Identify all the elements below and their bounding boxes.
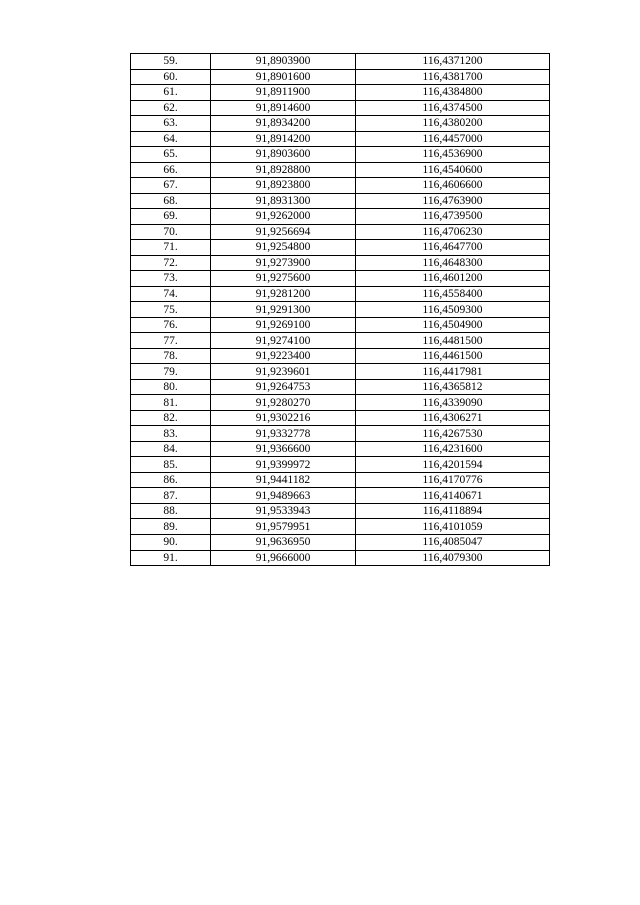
table-row [131,131,550,147]
y-coordinate-cell: 116,4461500 [356,348,550,364]
point-number-cell: 66. [131,162,211,178]
table-row [131,147,550,163]
point-number-cell: 89. [131,519,211,535]
x-coordinate-cell: 91,9579951 [211,519,356,535]
y-coordinate-cell: 116,4540600 [356,162,550,178]
y-coordinate-cell: 116,4706230 [356,224,550,240]
y-coordinate-cell: 116,4606600 [356,178,550,194]
table-row [131,534,550,550]
y-coordinate-cell: 116,4417981 [356,364,550,380]
y-coordinate-cell: 116,4371200 [356,54,550,70]
y-coordinate-cell: 116,4374500 [356,100,550,116]
y-coordinate-cell: 116,4536900 [356,147,550,163]
point-number-cell: 83. [131,426,211,442]
y-coordinate-cell: 116,4306271 [356,410,550,426]
y-coordinate-cell: 116,4170776 [356,472,550,488]
point-number-cell: 75. [131,302,211,318]
x-coordinate-cell: 91,9291300 [211,302,356,318]
y-coordinate-cell: 116,4648300 [356,255,550,271]
x-coordinate-cell: 91,9269100 [211,317,356,333]
y-coordinate-cell: 116,4481500 [356,333,550,349]
table-row [131,209,550,225]
table-row [131,54,550,70]
point-number-cell: 61. [131,85,211,101]
table-row [131,271,550,287]
x-coordinate-cell: 91,9223400 [211,348,356,364]
coordinates-table [130,53,550,566]
point-number-cell: 65. [131,147,211,163]
point-number-cell: 80. [131,379,211,395]
table-row [131,488,550,504]
x-coordinate-cell: 91,8923800 [211,178,356,194]
table-row [131,302,550,318]
table-row [131,519,550,535]
table-row [131,317,550,333]
x-coordinate-cell: 91,9636950 [211,534,356,550]
y-coordinate-cell: 116,4365812 [356,379,550,395]
table-row [131,503,550,519]
table-row [131,333,550,349]
x-coordinate-cell: 91,9332778 [211,426,356,442]
point-number-cell: 88. [131,503,211,519]
y-coordinate-cell: 116,4085047 [356,534,550,550]
y-coordinate-cell: 116,4558400 [356,286,550,302]
x-coordinate-cell: 91,9280270 [211,395,356,411]
x-coordinate-cell: 91,9399972 [211,457,356,473]
point-number-cell: 86. [131,472,211,488]
point-number-cell: 82. [131,410,211,426]
x-coordinate-cell: 91,9256694 [211,224,356,240]
x-coordinate-cell: 91,8928800 [211,162,356,178]
x-coordinate-cell: 91,9264753 [211,379,356,395]
table-row [131,457,550,473]
y-coordinate-cell: 116,4201594 [356,457,550,473]
x-coordinate-cell: 91,9254800 [211,240,356,256]
x-coordinate-cell: 91,9489663 [211,488,356,504]
y-coordinate-cell: 116,4381700 [356,69,550,85]
x-coordinate-cell: 91,8914200 [211,131,356,147]
point-number-cell: 78. [131,348,211,364]
y-coordinate-cell: 116,4140671 [356,488,550,504]
y-coordinate-cell: 116,4601200 [356,271,550,287]
table-row [131,178,550,194]
point-number-cell: 70. [131,224,211,240]
x-coordinate-cell: 91,9275600 [211,271,356,287]
point-number-cell: 91. [131,550,211,566]
coordinates-table-body [131,54,550,566]
x-coordinate-cell: 91,9262000 [211,209,356,225]
table-row [131,364,550,380]
point-number-cell: 74. [131,286,211,302]
point-number-cell: 71. [131,240,211,256]
y-coordinate-cell: 116,4763900 [356,193,550,209]
x-coordinate-cell: 91,8903900 [211,54,356,70]
y-coordinate-cell: 116,4457000 [356,131,550,147]
y-coordinate-cell: 116,4101059 [356,519,550,535]
point-number-cell: 64. [131,131,211,147]
table-row [131,348,550,364]
table-row [131,410,550,426]
y-coordinate-cell: 116,4079300 [356,550,550,566]
x-coordinate-cell: 91,8903600 [211,147,356,163]
point-number-cell: 62. [131,100,211,116]
point-number-cell: 69. [131,209,211,225]
table-row [131,224,550,240]
y-coordinate-cell: 116,4384800 [356,85,550,101]
point-number-cell: 68. [131,193,211,209]
point-number-cell: 60. [131,69,211,85]
y-coordinate-cell: 116,4118894 [356,503,550,519]
table-row [131,550,550,566]
point-number-cell: 72. [131,255,211,271]
y-coordinate-cell: 116,4380200 [356,116,550,132]
point-number-cell: 76. [131,317,211,333]
y-coordinate-cell: 116,4647700 [356,240,550,256]
table-row [131,69,550,85]
point-number-cell: 77. [131,333,211,349]
x-coordinate-cell: 91,8931300 [211,193,356,209]
x-coordinate-cell: 91,9273900 [211,255,356,271]
x-coordinate-cell: 91,9274100 [211,333,356,349]
table-row [131,85,550,101]
x-coordinate-cell: 91,8901600 [211,69,356,85]
point-number-cell: 63. [131,116,211,132]
y-coordinate-cell: 116,4267530 [356,426,550,442]
x-coordinate-cell: 91,9666000 [211,550,356,566]
point-number-cell: 84. [131,441,211,457]
x-coordinate-cell: 91,9533943 [211,503,356,519]
x-coordinate-cell: 91,9366600 [211,441,356,457]
x-coordinate-cell: 91,9281200 [211,286,356,302]
x-coordinate-cell: 91,9239601 [211,364,356,380]
x-coordinate-cell: 91,8914600 [211,100,356,116]
y-coordinate-cell: 116,4504900 [356,317,550,333]
x-coordinate-cell: 91,9441182 [211,472,356,488]
table-row [131,193,550,209]
point-number-cell: 59. [131,54,211,70]
table-row [131,286,550,302]
table-row [131,472,550,488]
table-row [131,240,550,256]
table-row [131,116,550,132]
table-row [131,255,550,271]
x-coordinate-cell: 91,8934200 [211,116,356,132]
table-row [131,100,550,116]
y-coordinate-cell: 116,4339090 [356,395,550,411]
point-number-cell: 67. [131,178,211,194]
y-coordinate-cell: 116,4739500 [356,209,550,225]
x-coordinate-cell: 91,9302216 [211,410,356,426]
point-number-cell: 87. [131,488,211,504]
table-row [131,379,550,395]
point-number-cell: 73. [131,271,211,287]
point-number-cell: 79. [131,364,211,380]
y-coordinate-cell: 116,4231600 [356,441,550,457]
point-number-cell: 85. [131,457,211,473]
x-coordinate-cell: 91,8911900 [211,85,356,101]
point-number-cell: 81. [131,395,211,411]
table-row [131,441,550,457]
table-row [131,395,550,411]
y-coordinate-cell: 116,4509300 [356,302,550,318]
table-row [131,426,550,442]
point-number-cell: 90. [131,534,211,550]
table-row [131,162,550,178]
